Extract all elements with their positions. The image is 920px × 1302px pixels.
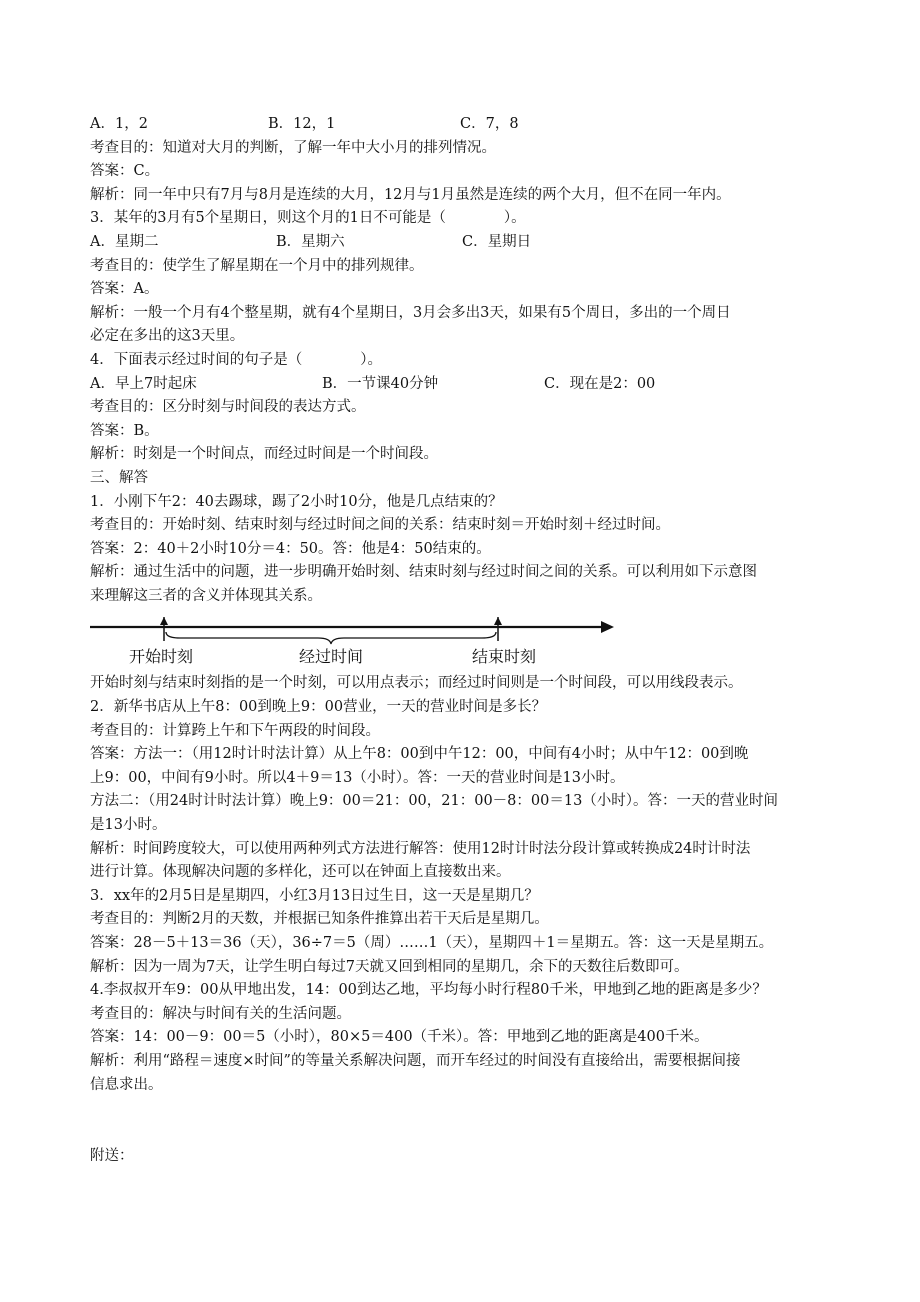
end-time-label: 结束时刻 xyxy=(472,647,537,667)
document-body xyxy=(90,113,830,1169)
appendix-label: 附送： xyxy=(90,1148,134,1165)
q3-option-a: A．星期二 xyxy=(90,233,159,250)
q3-option-b: B．星期六 xyxy=(276,233,345,250)
q4-options xyxy=(90,373,830,397)
q2-option-b: B．12，1 xyxy=(268,116,336,132)
s4-stem: 4.李叔叔开车9：00从甲地出发，14：00到达乙地，平均每小时行程80千米，甲地到乙地的距离是多少？ xyxy=(90,982,767,999)
s4-purpose: 考查目的：解决与时间有关的生活问题。 xyxy=(90,1005,351,1022)
s2-answer-line-3: 方法二：（用24时计时法计算）晚上9：00＝21：00，21：00－8：00＝13（小时）。答：一天的营业时间 xyxy=(90,793,779,810)
start-time-label: 开始时刻 xyxy=(129,647,194,667)
q2-options xyxy=(90,113,830,137)
q4-stem: 4．下面表示经过时间的句子是（ ）。 xyxy=(90,351,382,368)
spacer xyxy=(90,1097,830,1145)
s2-answer-line-1: 答案：方法一：（用12时计时法计算）从上午8：00到中午12：00，中间有4小时；从中午12：00到晚 xyxy=(90,746,749,763)
section-3-title: 三、解答 xyxy=(90,469,148,486)
q3-analysis-line-1: 解析：一般一个月有4个整星期，就有4个星期日，3月会多出3天，如果有5个周日，多出的一个周日 xyxy=(90,304,731,321)
s2-stem: 2．新华书店从上午8：00到晚上9：00营业，一天的营业时间是多长？ xyxy=(90,699,547,716)
q2-answer: 答案：C。 xyxy=(90,163,160,180)
q3-option-c: C．星期日 xyxy=(462,233,532,250)
s4-analysis-line-2: 信息求出。 xyxy=(90,1076,163,1093)
q3-answer: 答案：A。 xyxy=(90,281,159,298)
start-marker-arrow xyxy=(160,617,168,625)
s2-analysis-line-2: 进行计算。体现解决问题的多样化，还可以在钟面上直接数出来。 xyxy=(90,864,511,881)
q3-analysis-line-2: 必定在多出的这3天里。 xyxy=(90,328,245,345)
s1-answer: 答案：2：40＋2小时10分＝4：50。答：他是4：50结束的。 xyxy=(90,540,491,557)
q2-option-c: C．7，8 xyxy=(460,116,519,132)
elapsed-time-label: 经过时间 xyxy=(299,647,364,667)
q4-answer: 答案：B。 xyxy=(90,422,159,439)
elapsed-brace xyxy=(166,632,496,644)
s1-analysis-line-2: 来理解这三者的含义并体现其关系。 xyxy=(90,587,322,604)
s3-analysis: 解析：因为一周为7天，让学生明白每过7天就又回到相同的星期几，余下的天数往后数即可。 xyxy=(90,958,689,975)
s4-answer: 答案：14：00－9：00＝5（小时），80×5＝400（千米）。答：甲地到乙地的距离是400千米。 xyxy=(90,1029,709,1046)
s1-stem: 1．小刚下午2：40去踢球，踢了2小时10分，他是几点结束的？ xyxy=(90,493,503,510)
s3-stem: 3．xx年的2月5日是星期四，小红3月13日过生日，这一天是星期几？ xyxy=(90,887,539,904)
s3-purpose: 考查目的：判断2月的天数，并根据已知条件推算出若干天后是星期几。 xyxy=(90,911,549,928)
s1-purpose: 考查目的：开始时刻、结束时刻与经过时间之间的关系：结束时刻＝开始时刻＋经过时间。 xyxy=(90,517,670,534)
s1-analysis-line-1: 解析：通过生活中的问题，进一步明确开始时刻、结束时刻与经过时间之间的关系。可以利用如下示意图 xyxy=(90,564,757,581)
timeline-diagram xyxy=(90,608,830,672)
q3-purpose: 考查目的：使学生了解星期在一个月中的排列规律。 xyxy=(90,257,424,274)
q4-option-c: C．现在是2：00 xyxy=(544,375,656,392)
s2-analysis-line-1: 解析：时间跨度较大，可以使用两种列式方法进行解答：使用12时计时法分段计算或转换成24时计时法 xyxy=(90,840,751,857)
q4-option-b: B．一节课40分钟 xyxy=(322,375,439,392)
q2-purpose: 考查目的：知道对大月的判断，了解一年中大小月的排列情况。 xyxy=(90,139,496,156)
s4-analysis-line-1: 解析：利用“路程＝速度×时间”的等量关系解决问题，而开车经过的时间没有直接给出，需要根据间接 xyxy=(90,1052,741,1069)
end-marker-arrow xyxy=(494,617,502,625)
q4-purpose: 考查目的：区分时刻与时间段的表达方式。 xyxy=(90,399,366,416)
timeline-graphic xyxy=(90,608,830,672)
q4-analysis: 解析：时刻是一个时间点，而经过时间是一个时间段。 xyxy=(90,446,438,463)
q4-option-a: A．早上7时起床 xyxy=(90,375,197,392)
s1-after-diagram: 开始时刻与结束时刻指的是一个时刻，可以用点表示；而经过时间则是一个时间段，可以用线段表示。 xyxy=(90,675,743,692)
q2-option-a: A．1，2 xyxy=(90,116,148,132)
q3-stem: 3．某年的3月有5个星期日，则这个月的1日不可能是（ ）。 xyxy=(90,210,526,227)
s2-answer-line-2: 上9：00，中间有9小时。所以4＋9＝13（小时）。答：一天的营业时间是13小时。 xyxy=(90,769,625,786)
q3-options xyxy=(90,231,830,255)
s2-purpose: 考查目的：计算跨上午和下午两段的时间段。 xyxy=(90,722,380,739)
timeline-arrowhead xyxy=(601,621,614,633)
s3-answer: 答案：28－5＋13＝36（天），36÷7＝5（周）……1（天），星期四＋1＝星期五。答：这一天是星期五。 xyxy=(90,935,774,951)
q2-analysis: 解析：同一年中只有7月与8月是连续的大月，12月与1月虽然是连续的两个大月，但不在同一年内。 xyxy=(90,186,731,203)
s2-answer-line-4: 是13小时。 xyxy=(90,817,167,834)
